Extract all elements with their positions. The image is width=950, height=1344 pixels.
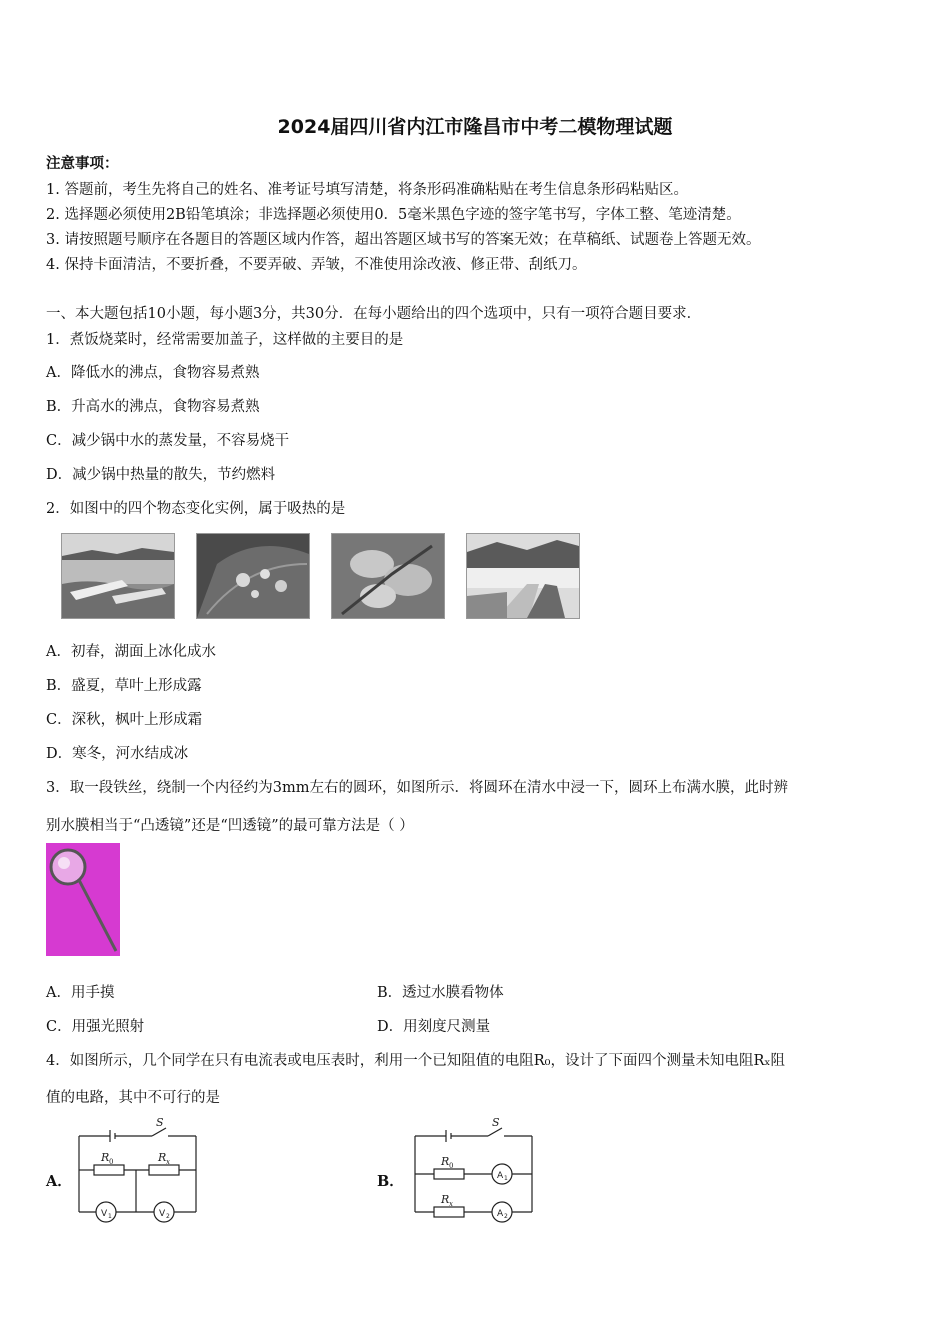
circuit-a-rx-label: R [158, 1151, 167, 1164]
circuit-b-a2-sub: 2 [504, 1213, 508, 1220]
notice-heading: 注意事项： [46, 155, 119, 172]
circuit-a-v2-sub: 2 [166, 1213, 170, 1220]
circuit-b-switch-label: S [492, 1116, 500, 1129]
q2-option-b: B．盛夏，草叶上形成露 [46, 678, 202, 694]
circuit-a-v2-label: V [159, 1209, 166, 1219]
circuit-b-r0-label: R [441, 1155, 450, 1168]
q1-stem: 1．煮饭烧菜时，经常需要加盖子，这样做的主要目的是 [46, 332, 404, 348]
circuit-b-rx-label: R [441, 1193, 450, 1206]
q2-option-d: D．寒冬，河水结成冰 [46, 746, 189, 762]
circuit-diagram-a [74, 1116, 204, 1226]
section-heading: 一、本大题包括10小题，每小题3分，共30分．在每小题给出的四个选项中，只有一项符合题目要求． [46, 306, 702, 322]
circuit-a-v1-sub: 1 [108, 1213, 112, 1220]
q4-stem-line-2: 值的电路，其中不可行的是 [46, 1090, 220, 1106]
photo-frozen-river [466, 533, 580, 619]
photo-dew-leaf [196, 533, 310, 619]
circuit-a-v1-label: V [101, 1209, 108, 1219]
page-title: 2024届四川省内江市隆昌市中考二模物理试题 [277, 116, 673, 138]
q3-option-d: D．用刻度尺测量 [377, 1019, 491, 1035]
q2-option-c: C．深秋，枫叶上形成霜 [46, 712, 203, 728]
q2-stem: 2．如图中的四个物态变化实例，属于吸热的是 [46, 501, 346, 517]
circuit-b-rx-sub: x [449, 1200, 453, 1208]
circuit-b-a1-label: A [497, 1171, 504, 1181]
q4-option-a-label: A． [46, 1173, 72, 1190]
circuit-diagram-b [410, 1116, 540, 1226]
circuit-a-rx-sub: x [166, 1158, 170, 1166]
circuit-a-r0-label: R [101, 1151, 110, 1164]
q1-option-b: B．升高水的沸点，食物容易煮熟 [46, 399, 260, 415]
circuit-b-a2-label: A [497, 1209, 504, 1219]
q3-option-c: C．用强光照射 [46, 1019, 145, 1035]
q1-option-a: A．降低水的沸点，食物容易煮熟 [46, 365, 260, 381]
notice-item-3: 3. 请按照题号顺序在各题目的答题区域内作答，超出答题区域书写的答案无效；在草稿纸、试题卷上答题无效。 [46, 232, 761, 248]
q1-option-c: C．减少锅中水的蒸发量，不容易烧干 [46, 433, 290, 449]
photo-thawing-lake [61, 533, 175, 619]
wire-loop-image [46, 843, 120, 956]
notice-item-1: 1. 答题前，考生先将自己的姓名、准考证号填写清楚，将条形码准确粘贴在考生信息条形码粘贴区。 [46, 182, 688, 198]
circuit-b-a1-sub: 1 [504, 1175, 508, 1182]
q2-option-a: A．初春，湖面上冰化成水 [46, 644, 216, 660]
q1-option-d: D．减少锅中热量的散失，节约燃料 [46, 467, 276, 483]
q4-stem-line-1: 4．如图所示，几个同学在只有电流表或电压表时，利用一个已知阻值的电阻R₀，设计了下面四个测量未知电阻Rₓ阻 [46, 1053, 786, 1069]
notice-item-2: 2. 选择题必须使用2B铅笔填涂；非选择题必须使用0．5毫米黑色字迹的签字笔书写，字体工整、笔迹清楚。 [46, 207, 741, 223]
notice-item-4: 4. 保持卡面清洁，不要折叠，不要弄破、弄皱，不准使用涂改液、修正带、刮纸刀。 [46, 257, 587, 273]
q3-stem-line-1: 3．取一段铁丝，绕制一个内径约为3mm左右的圆环，如图所示．将圆环在清水中浸一下，圆环上布满水膜，此时辨 [46, 780, 788, 796]
circuit-b-r0-sub: 0 [449, 1162, 454, 1170]
photo-frost-leaves [331, 533, 445, 619]
q3-option-b: B．透过水膜看物体 [377, 985, 504, 1001]
q4-option-b-label: B． [377, 1173, 404, 1190]
q3-stem-line-2: 别水膜相当于“凸透镜”还是“凹透镜”的最可靠方法是（ ） [46, 818, 414, 834]
circuit-a-switch-label: S [156, 1116, 164, 1129]
circuit-a-r0-sub: 0 [109, 1158, 114, 1166]
q3-option-a: A．用手摸 [46, 985, 115, 1001]
